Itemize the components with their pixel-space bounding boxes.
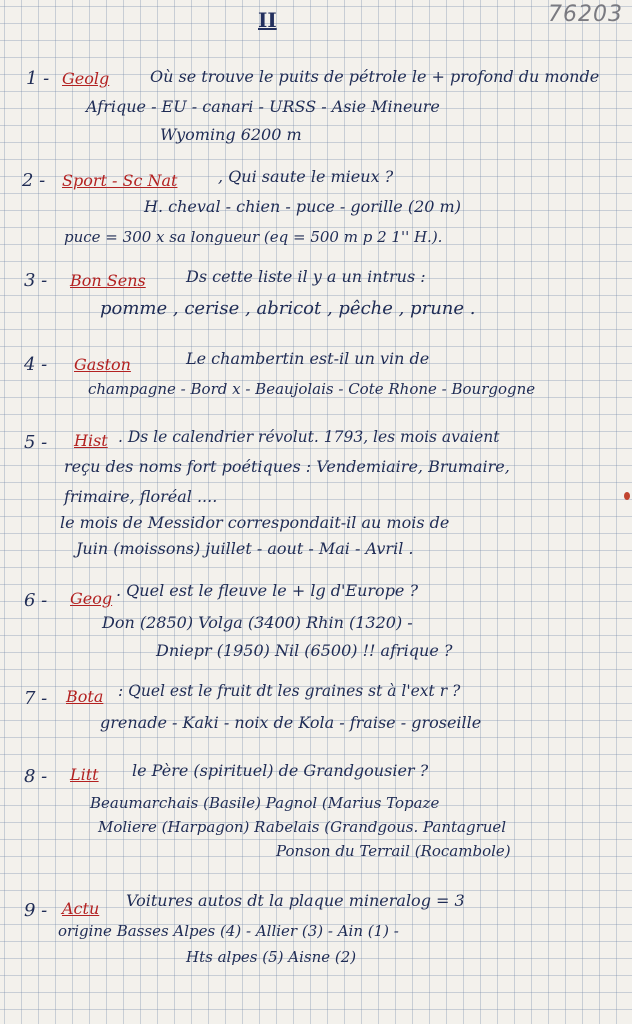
question-2-line-1: H. cheval - chien - puce - gorille (20 m) <box>144 197 461 216</box>
question-4-category: Gaston <box>74 355 131 374</box>
question-4-number: 4 - <box>24 354 48 375</box>
question-5-line-3: le mois de Messidor correspondait-il au mois de <box>60 513 450 532</box>
question-6-number: 6 - <box>24 590 48 611</box>
question-1-number: 1 - <box>26 68 50 89</box>
question-2-category: Sport - Sc Nat <box>62 171 178 190</box>
question-9-category: Actu <box>62 899 100 918</box>
question-6-category: Geog <box>70 589 113 608</box>
question-7-text: : Quel est le fruit dt les graines st à l'ext r ? <box>118 682 461 700</box>
question-8-category: Litt <box>70 765 99 784</box>
question-6-line-2: Dniepr (1950) Nil (6500) !! afrique ? <box>156 641 453 660</box>
page-number: II <box>258 8 277 32</box>
question-4-line-1: champagne - Bord x - Beaujolais - Cote Rhone - Bourgogne <box>88 380 536 398</box>
question-6-line-1: Don (2850) Volga (3400) Rhin (1320) - <box>102 613 413 632</box>
question-8-text: le Père (spirituel) de Grandgousier ? <box>132 761 429 780</box>
question-3-line-1: pomme , cerise , abricot , pêche , prune . <box>100 298 476 319</box>
question-5-number: 5 - <box>24 432 48 453</box>
question-5-line-2: frimaire, floréal .... <box>64 487 218 506</box>
question-4-text: Le chambertin est-il un vin de <box>186 349 430 368</box>
question-2-line-2: puce = 300 x sa longueur (eq = 500 m p 2 1'' H.). <box>64 228 443 246</box>
question-2-text: , Qui saute le mieux ? <box>218 167 394 186</box>
question-7-category: Bota <box>66 687 104 706</box>
question-7-line-1: grenade - Kaki - noix de Kola - fraise - groseille <box>100 713 482 732</box>
question-5-category: Hist <box>74 431 108 450</box>
catalog-number: 76203 <box>548 2 623 27</box>
question-3-text: Ds cette liste il y a un intrus : <box>186 267 426 286</box>
question-1-text: Où se trouve le puits de pétrole le + profond du monde <box>150 67 600 86</box>
question-9-line-1: origine Basses Alpes (4) - Allier (3) - Ain (1) - <box>58 922 399 940</box>
question-5-text: . Ds le calendrier révolut. 1793, les mois avaient <box>118 428 500 446</box>
question-8-line-2: Moliere (Harpagon) Rabelais (Grandgous. Pantagruel <box>98 818 507 836</box>
question-6-text: . Quel est le fleuve le + lg d'Europe ? <box>116 581 419 600</box>
question-8-line-1: Beaumarchais (Basile) Pagnol (Marius Topaze <box>90 794 440 812</box>
question-3-category: Bon Sens <box>70 271 146 290</box>
question-9-number: 9 - <box>24 900 48 921</box>
question-7-number: 7 - <box>24 688 48 709</box>
question-1-category: Geolg <box>62 69 110 88</box>
question-5-line-4: Juin (moissons) juillet - aout - Mai - Avril . <box>76 539 414 558</box>
question-5-line-1: reçu des noms fort poétiques : Vendemiaire, Brumaire, <box>64 457 510 476</box>
question-2-number: 2 - <box>22 170 46 191</box>
question-8-line-3: Ponson du Terrail (Rocambole) <box>276 842 511 860</box>
question-8-number: 8 - <box>24 766 48 787</box>
ink-stain <box>624 492 630 500</box>
question-1-line-1: Afrique - EU - canari - URSS - Asie Mineure <box>86 97 440 116</box>
question-1-line-2: Wyoming 6200 m <box>160 125 302 144</box>
question-3-number: 3 - <box>24 270 48 291</box>
question-9-text: Voitures autos dt la plaque mineralog = 3 <box>126 891 465 910</box>
question-9-line-2: Hts alpes (5) Aisne (2) <box>186 948 357 966</box>
